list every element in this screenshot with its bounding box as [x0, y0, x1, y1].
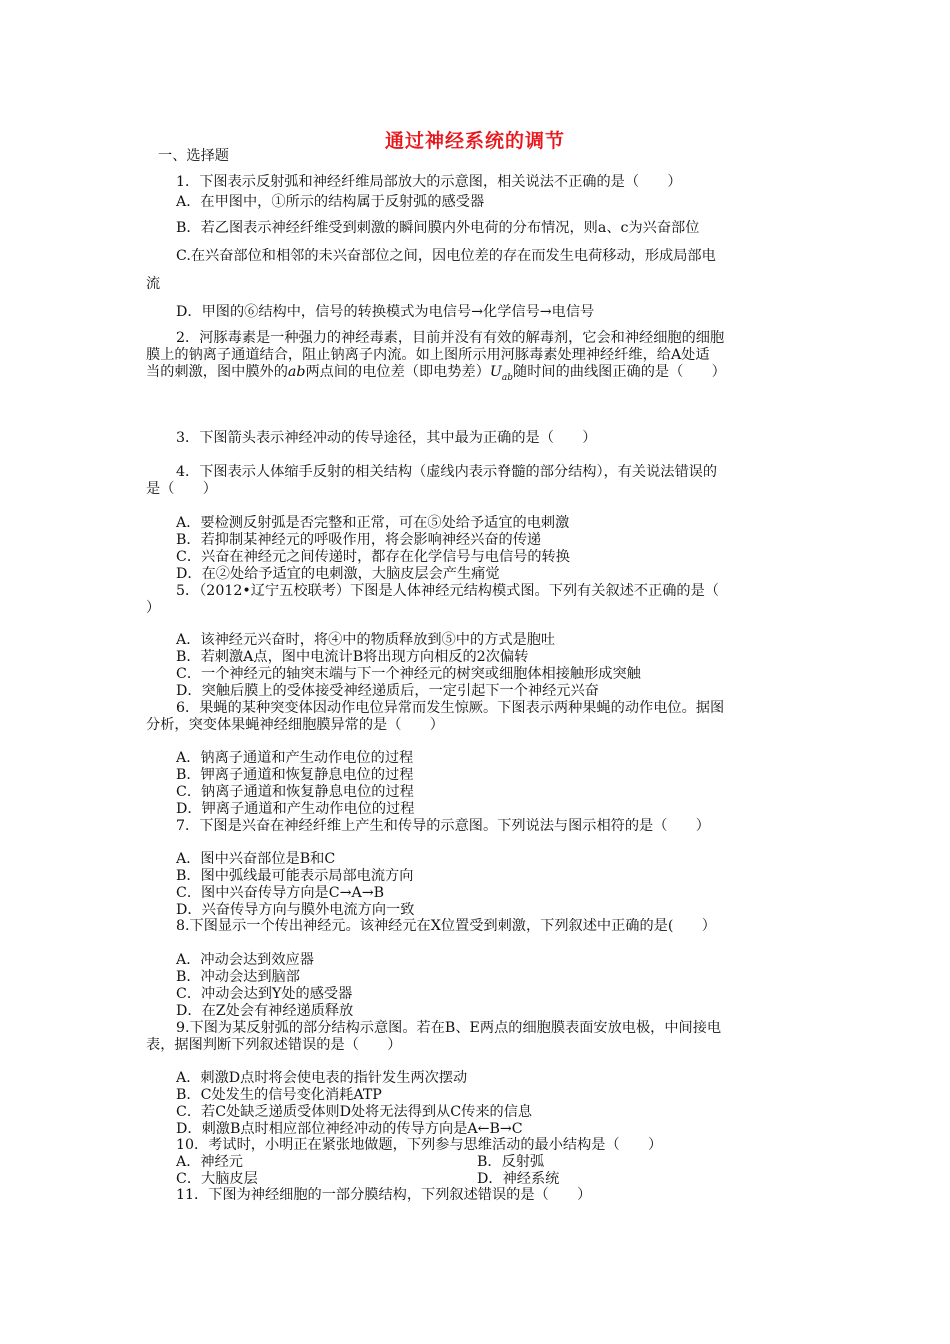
question-4-option-c: C．兴奋在神经元之间传递时，都存在化学信号与电信号的转换 — [176, 549, 570, 565]
question-1-option-a: A．在甲图中，①所示的结构属于反射弧的感受器 — [176, 194, 485, 210]
question-6-option-d: D．钾离子通道和产生动作电位的过程 — [176, 801, 415, 817]
question-5-line-2: ） — [146, 600, 161, 616]
question-5-line-1: 5．（2012•辽宁五校联考）下图是人体神经元结构模式图。下列有关叙述不正确的是（ — [176, 583, 719, 599]
question-7-option-d: D．兴奋传导方向与膜外电流方向一致 — [176, 902, 415, 918]
question-5-option-c: C．一个神经元的轴突末端与下一个神经元的树突或细胞体相接触形成突触 — [176, 666, 641, 682]
question-9-option-a: A．刺激D点时将会使电表的指针发生两次摆动 — [176, 1070, 468, 1086]
question-9-option-d: D．刺激B点时相应部位神经冲动的传导方向是A←B→C — [176, 1121, 523, 1137]
question-8-option-c: C．冲动会达到Y处的感受器 — [176, 986, 353, 1002]
question-4-line-2: 是（ ） — [146, 481, 217, 497]
question-6-line-1: 6．果蝇的某种突变体因动作电位异常而发生惊厥。下图表示两种果蝇的动作电位。据图 — [176, 700, 725, 716]
question-1-option-c-cont: 流 — [146, 276, 161, 292]
question-2-line-1: 2．河豚毒素是一种强力的神经毒素，目前并没有有效的解毒剂，它会和神经细胞的细胞 — [176, 330, 725, 346]
page-title: 通过神经系统的调节 — [384, 130, 565, 152]
question-1-stem: 1．下图表示反射弧和神经纤维局部放大的示意图，相关说法不正确的是（ ） — [176, 174, 682, 190]
question-10-stem: 10．考试时，小明正在紧张地做题，下列参与思维活动的最小结构是（ ） — [176, 1137, 663, 1153]
question-8-stem: 8.下图显示一个传出神经元。该神经元在X位置受到刺激，下列叙述中正确的是( ） — [176, 918, 716, 934]
question-2-line-2: 膜上的钠离子通道结合，阻止钠离子内流。如上图所示用河豚毒素处理神经纤维，给A处适 — [146, 347, 710, 363]
section-heading: 一、选择题 — [158, 148, 229, 164]
question-9-line-1: 9.下图为某反射弧的部分结构示意图。若在B、E两点的细胞膜表面安放电极，中间接电 — [176, 1020, 722, 1036]
question-7-option-c: C．图中兴奋传导方向是C→A→B — [176, 885, 385, 901]
question-8-option-b: B．冲动会达到脑部 — [176, 969, 300, 985]
question-6-option-b: B．钾离子通道和恢复静息电位的过程 — [176, 767, 414, 783]
question-6-line-2: 分析，突变体果蝇神经细胞膜异常的是（ ） — [146, 717, 444, 733]
question-1-option-c: C.在兴奋部位和相邻的未兴奋部位之间，因电位差的存在而发生电荷移动，形成局部电 — [176, 248, 716, 264]
question-4-option-b: B．若抑制某神经元的呼吸作用，将会影响神经兴奋的传递 — [176, 532, 542, 548]
question-10-option-a: A．神经元 — [176, 1154, 243, 1170]
question-10-option-b: B．反射弧 — [477, 1154, 545, 1170]
question-4-option-d: D．在②处给予适宜的电刺激，大脑皮层会产生痛觉 — [176, 566, 500, 582]
question-5-option-d: D．突触后膜上的受体接受神经递质后，一定引起下一个神经元兴奋 — [176, 683, 599, 699]
question-8-option-d: D．在Z处会有神经递质释放 — [176, 1003, 354, 1019]
question-6-option-a: A．钠离子通道和产生动作电位的过程 — [176, 750, 414, 766]
question-9-line-2: 表，据图判断下列叙述错误的是（ ） — [146, 1037, 402, 1053]
question-7-option-a: A．图中兴奋部位是B和C — [176, 851, 336, 867]
question-4-option-a: A．要检测反射弧是否完整和正常，可在⑤处给予适宜的电刺激 — [176, 515, 570, 531]
question-5-option-b: B．若刺激A点，图中电流计B将出现方向相反的2次偏转 — [176, 649, 529, 665]
question-10-option-c: C．大脑皮层 — [176, 1171, 258, 1187]
question-9-option-c: C．若C处缺乏递质受体则D处将无法得到从C传来的信息 — [176, 1104, 533, 1120]
question-11-stem: 11．下图为神经细胞的一部分膜结构，下列叙述错误的是（ ） — [176, 1187, 592, 1203]
question-6-option-c: C．钠离子通道和恢复静息电位的过程 — [176, 784, 414, 800]
question-2-line-3: 当的刺激，图中膜外的ab两点间的电位差（即电势差）$U_{ab}$随时间的曲线图正确的是（ ） — [146, 364, 726, 383]
question-7-stem: 7．下图是兴奋在神经纤维上产生和传导的示意图。下列说法与图示相符的是（ ） — [176, 818, 710, 834]
question-3-stem: 3．下图箭头表示神经冲动的传导途径，其中最为正确的是（ ） — [176, 430, 597, 446]
question-8-option-a: A．冲动会达到效应器 — [176, 952, 314, 968]
question-1-option-d: D．甲图的⑥结构中，信号的转换模式为电信号→化学信号→电信号 — [176, 304, 595, 320]
question-7-option-b: B．图中弧线最可能表示局部电流方向 — [176, 868, 414, 884]
question-4-line-1: 4．下图表示人体缩手反射的相关结构（虚线内表示脊髓的部分结构），有关说法错误的 — [176, 464, 718, 480]
question-1-option-b: B．若乙图表示神经纤维受到刺激的瞬间膜内外电荷的分布情况，则a、c为兴奋部位 — [176, 220, 700, 236]
question-5-option-a: A．该神经元兴奋时，将④中的物质释放到⑤中的方式是胞吐 — [176, 632, 556, 648]
question-9-option-b: B．C处发生的信号变化消耗ATP — [176, 1087, 382, 1103]
question-10-option-d: D．神经系统 — [477, 1171, 560, 1187]
